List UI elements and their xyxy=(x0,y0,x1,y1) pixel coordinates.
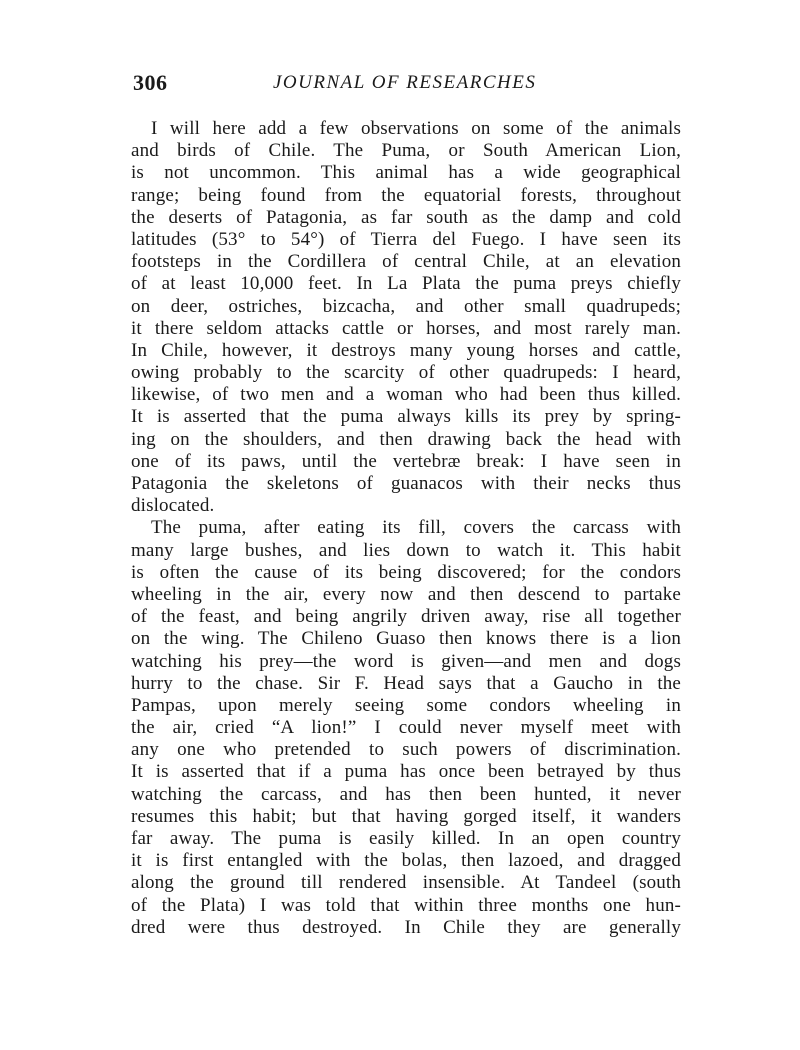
text-line: Patagonia the skeletons of guanacos with their necks thus xyxy=(131,473,681,494)
text-line: dred were thus destroyed. In Chile they are generally xyxy=(131,916,681,938)
text-line: range; being found from the equatorial forests, throughout xyxy=(131,184,681,206)
text-line: of the feast, and being angrily driven away, rise all together xyxy=(131,606,681,628)
text-line: is often the cause of its being discovered; for the condors xyxy=(131,561,681,583)
text-line: watching his prey—the word is given—and men and dogs xyxy=(131,650,681,672)
text-line: and birds of Chile. The Puma, or South American Lion, xyxy=(131,140,681,162)
text-line: I will here add a few observations on some of the animals xyxy=(151,118,681,139)
text-line: on deer, ostriches, bizcacha, and other small quadrupeds; xyxy=(131,295,681,317)
text-line: owing probably to the scarcity of other quadrupeds: I heard, xyxy=(131,362,681,384)
paragraph-1 xyxy=(131,118,681,517)
text-line: In Chile, however, it destroys many young horses and cattle, xyxy=(131,339,681,361)
paragraph-2 xyxy=(131,517,681,939)
text-line: far away. The puma is easily killed. In an open country xyxy=(131,828,681,849)
text-line: Pampas, upon merely seeing some condors wheeling in xyxy=(131,694,681,716)
text-line: ing on the shoulders, and then drawing back the head with xyxy=(131,428,681,450)
text-line: watching the carcass, and has then been hunted, it never xyxy=(131,783,681,805)
text-line: It is asserted that if a puma has once been betrayed by thus xyxy=(131,761,681,783)
text-line: of at least 10,000 feet. In La Plata the puma preys chiefly xyxy=(131,273,681,295)
text-line: wheeling in the air, every now and then descend to partake xyxy=(131,583,681,605)
text-line: any one who pretended to such powers of discrimination. xyxy=(131,739,681,761)
text-line: resumes this habit; but that having gorged itself, it wanders xyxy=(131,805,681,827)
text-line: of the Plata) I was told that within three months one hun- xyxy=(131,894,681,916)
text-line: is not uncommon. This animal has a wide geographical xyxy=(131,162,681,184)
page-number: 306 xyxy=(133,70,168,95)
page-header xyxy=(133,70,683,102)
running-head: JOURNAL OF RESEARCHES xyxy=(273,72,537,93)
body-text xyxy=(131,118,681,939)
text-line: It is asserted that the puma always kills its prey by spring- xyxy=(131,406,681,428)
text-line: the air, cried “A lion!” I could never myself meet with xyxy=(131,717,681,739)
text-line: along the ground till rendered insensible. At Tandeel (south xyxy=(131,872,681,894)
text-line: hurry to the chase. Sir F. Head says that a Gaucho in the xyxy=(131,672,681,694)
text-line: it is first entangled with the bolas, then lazoed, and dragged xyxy=(131,850,681,872)
text-line: one of its paws, until the vertebræ break: I have seen in xyxy=(131,450,681,472)
text-line: many large bushes, and lies down to watch it. This habit xyxy=(131,539,681,561)
text-line: footsteps in the Cordillera of central Chile, at an elevation xyxy=(131,251,681,273)
text-line: the deserts of Patagonia, as far south as the damp and cold xyxy=(131,206,681,228)
text-line: on the wing. The Chileno Guaso then knows there is a lion xyxy=(131,628,681,650)
text-line: latitudes (53° to 54°) of Tierra del Fuego. I have seen its xyxy=(131,228,681,250)
text-line: The puma, after eating its fill, covers the carcass with xyxy=(151,517,681,539)
text-line: it there seldom attacks cattle or horses, and most rarely man. xyxy=(131,317,681,339)
text-line: likewise, of two men and a woman who had been thus killed. xyxy=(131,384,681,406)
text-line: dislocated. xyxy=(131,495,215,517)
